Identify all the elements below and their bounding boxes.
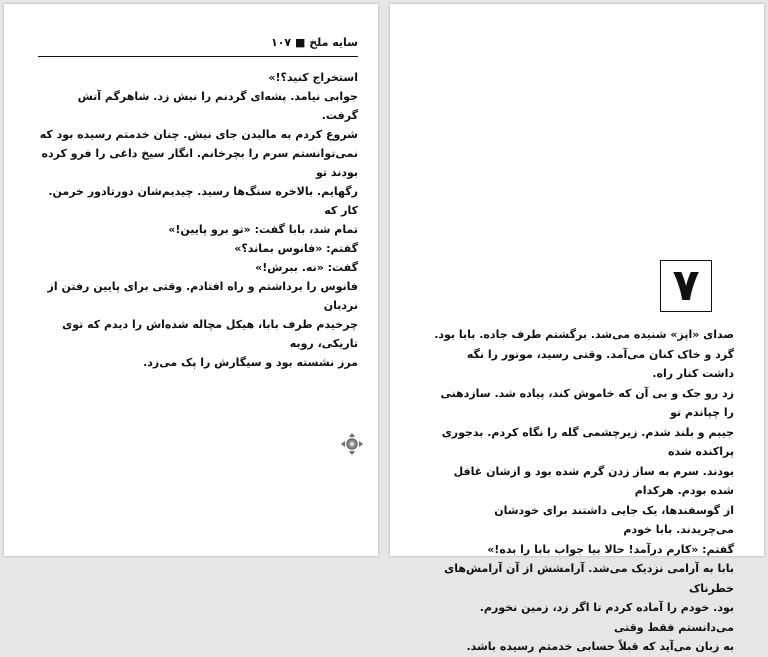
text-line: جیبم و بلند شدم. زیرچشمی گله را نگاه کردم. بدجوری پراکنده شده — [441, 425, 734, 458]
text-line: چرخیدم طرف بابا، هیکل مچاله شده‌اش را دیدم که توی تاریکی، روبه — [62, 318, 358, 350]
text-line: گرد و خاک کنان می‌آمد. وقتی رسید، موتور را نگه داشت کنار راه. — [466, 347, 734, 380]
four-arrow-move-icon[interactable] — [340, 432, 364, 456]
text-line: بابا به آرامی نزدیک می‌شد. آرامشش از آن آرامش‌های خطرناک — [444, 562, 734, 595]
text-line: گفتم: «فانوس بماند؟» — [234, 242, 358, 255]
text-line: گفت: «نه. ببرش!» — [255, 261, 358, 274]
text-line: استخراج کنید؟!» — [268, 71, 358, 84]
text-line: تمام شد، بابا گفت: «تو برو پایین!» — [168, 223, 358, 236]
text-line: مرز نشسته بود و سیگارش را پک می‌زد. — [143, 356, 358, 369]
text-line: رگهایم. بالاخره سنگ‌ها رسید. چیدیم‌شان دورتادور خرمن. کار که — [48, 185, 358, 217]
text-line: جوابی نیامد. پشه‌ای گردنم را نیش زد. شاهرگم آتش گرفت. — [77, 90, 358, 122]
pan-control-graphic — [340, 432, 364, 456]
text-line: شروع کردم به مالیدن جای نیش. چنان خدمتم رسیده بود که — [39, 128, 358, 141]
left-page-body — [38, 68, 358, 372]
chapter-number-box: ۷ — [660, 260, 712, 312]
text-line: به زبان می‌آید که قبلاً حسابی خدمتم رسیده باشد. — [466, 640, 734, 653]
running-header: سایه ملخ ■ ۱۰۷ — [270, 36, 358, 49]
right-page — [390, 4, 764, 653]
text-line: بود. خودم را آماده کردم تا اگر زد، زمین نخورم. می‌دانستم فقط وقتی — [479, 601, 734, 634]
right-page-body — [434, 325, 734, 657]
text-line: بودند. سرم به ساز زدن گرم شده بود و ازشان غافل شده بودم. هرکدام — [453, 464, 734, 497]
left-page — [4, 4, 378, 556]
text-line: فانوس را برداشتم و راه افتادم. وقتی برای پایین رفتن از نردبان — [47, 280, 358, 312]
text-line: از گوسفندها، یک جایی داشتند برای خودشان می‌چریدند. بابا خودم — [494, 503, 734, 536]
text-line: زد رو جک و بی آن که خاموش کند، پیاده شد. سازدهنی را چپاندم تو — [440, 386, 734, 419]
text-line: نمی‌توانستم سرم را بچرخانم. انگار سیخ داغی را فرو کرده بودند تو — [41, 147, 358, 179]
text-line: صدای «اپز» شنیده می‌شد. برگشتم طرف جاده. بابا بود. — [434, 328, 734, 341]
header-rule — [38, 56, 358, 57]
text-line: گفتم: «کارم درآمد! حالا بیا جواب بابا را بده!» — [487, 542, 734, 556]
